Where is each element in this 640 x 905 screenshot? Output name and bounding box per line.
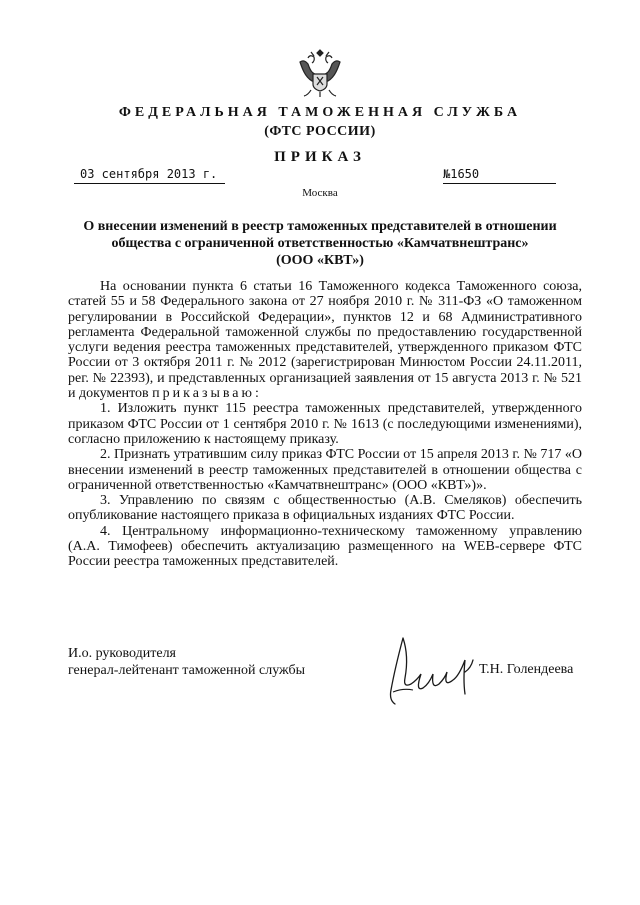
- directive-word: приказываю:: [152, 386, 262, 402]
- coat-of-arms-icon: [297, 44, 343, 100]
- order-number: №1650: [443, 165, 556, 184]
- order-item-2: 2. Признать утратившим силу приказ ФТС России от 15 апреля 2013 г. № 717 «О внесении изменений в реестр таможенных представителей в отношении общества с ограниченной ответственностью «Камчатвнештранс» (ООО «КВТ»)».: [68, 447, 583, 493]
- order-item-4: 4. Центральному информационно-техническому таможенному управлению (А.А. Тимофеев) обеспечить актуализацию размещенного на WEB-сервере ФТС России реестра таможенных представителей.: [68, 523, 582, 570]
- signer-position-line-1: И.о. руководителя: [68, 646, 177, 661]
- order-date: 03 сентября 2013 г.: [74, 165, 225, 184]
- signer-position: [68, 645, 368, 679]
- agency-short-name: (ФТС РОССИИ): [264, 124, 376, 139]
- preamble-text: На основании пункта 6 статьи 16 Таможенного кодекса Таможенного союза, статей 55 и 58 Федерального закона от 27 ноября 2010 г. № 311-ФЗ «О таможенном регулировании в Российской Федерации», пунктов 12 и 68 Административного регламента Федеральной таможенной службы по предоставлению государственной услуги ведения реестра таможенных представителей, утвержденного приказом ФТС России от 3 октября 2011 г. № 2012 (зарегистрирован Минюстом России 24.11.2011, рег. № 22393), и представленных организацией заявления от 15 августа 2013 г. № 521 и документов: [68, 279, 582, 402]
- document-type-title: ПРИКАЗ: [274, 149, 366, 165]
- signatory-name: Т.Н. Голендеева: [479, 662, 574, 677]
- order-subject: [68, 218, 572, 269]
- preamble-paragraph: [68, 279, 582, 401]
- order-item-1: 1. Изложить пункт 115 реестра таможенных представителей, утвержденного приказом ФТС России от 1 сентября 2010 г. № 1613 (с последующими изменениями), согласно приложению к настоящему приказу.: [68, 401, 582, 447]
- subject-line: (ООО «КВТ»): [276, 253, 364, 268]
- order-city: Москва: [302, 187, 338, 199]
- agency-name: ФЕДЕРАЛЬНАЯ ТАМОЖЕННАЯ СЛУЖБА: [118, 105, 522, 120]
- order-body: [68, 279, 582, 570]
- signer-position-line-2: генерал-лейтенант таможенной службы: [68, 663, 306, 678]
- subject-line: О внесении изменений в реестр таможенных представителей в отношении: [83, 219, 557, 234]
- order-item-3: 3. Управлению по связям с общественностью (А.В. Смеляков) обеспечить опубликование настоящего приказа в официальных изданиях ФТС России.: [68, 493, 582, 524]
- handwritten-signature: [375, 630, 485, 712]
- subject-line: общества с ограниченной ответственностью «Камчатвнештранс»: [111, 236, 529, 251]
